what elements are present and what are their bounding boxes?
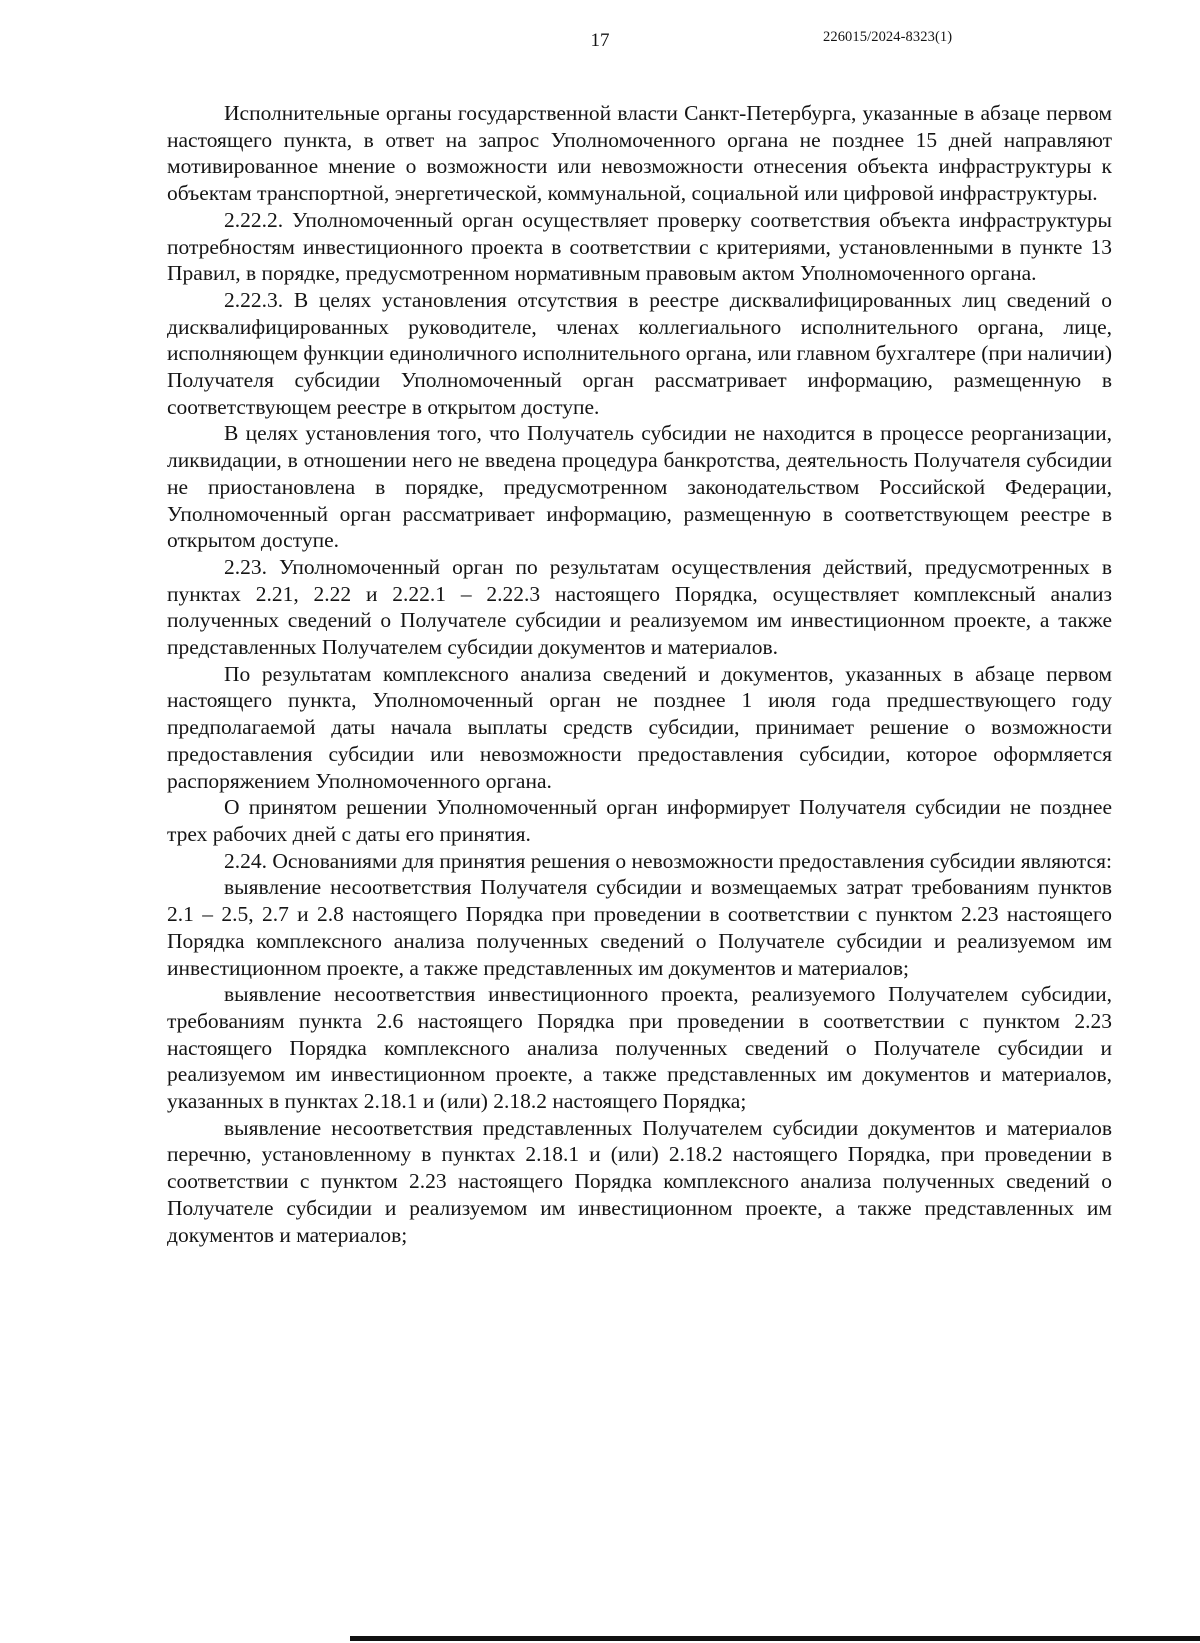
paragraph-2-22-2: 2.22.2. Уполномоченный орган осуществляет проверку соответствия объекта инфраструктуры потребностям инвестиционного проекта в соответствии с критериями, установленными в пункте 13 Правил, в порядке, предусмотренном нормативным правовым актом Уполномоченного органа. — [167, 207, 1112, 286]
scan-bottom-edge — [322, 1636, 1200, 1641]
document-body — [167, 100, 1112, 1248]
paragraph-2-24: 2.24. Основаниями для принятия решения о невозможности предоставления субсидии являются: — [224, 848, 1112, 873]
paragraph-analysis-results: По результатам комплексного анализа сведений и документов, указанных в абзаце первом настоящего пункта, Уполномоченный орган не позднее 1 июля года предшествующего году предполагаемой даты начала выплаты средств субсидии, принимает решение о возможности предоставления субсидии или невозможности предоставления субсидии, которое оформляется распоряжением Уполномоченного органа. — [167, 661, 1112, 793]
scan-bottom-edge-gap — [322, 1636, 350, 1641]
list-item-documents-mismatch: выявление несоответствия представленных Получателем субсидии документов и материалов перечню, установленному в пунктах 2.18.1 и (или) 2.18.2 настоящего Порядка, при проведении в соответствии с пунктом 2.23 настоящего Порядка комплексного анализа полученных сведений о Получателе субсидии и реализуемом им инвестиционном проекте, а также представленных им документов и материалов; — [167, 1115, 1112, 1247]
paragraph-reorganization-check: В целях установления того, что Получатель субсидии не находится в процессе реорганизации, ликвидации, в отношении него не введена процедура банкротства, деятельность Получателя субсидии не приостановлена в порядке, предусмотренном законодательством Российской Федерации, Уполномоченный орган рассматривает информацию, размещенную в соответствующем реестре в открытом доступе. — [167, 421, 1112, 553]
page-number: 17 — [590, 30, 610, 51]
paragraph-2-23: 2.23. Уполномоченный орган по результатам осуществления действий, предусмотренных в пунктах 2.21, 2.22 и 2.22.1 – 2.22.3 настоящего Порядка, осуществляет комплексный анализ полученных сведений о Получателе субсидии и реализуемом им инвестиционном проекте, а также представленных Получателем субсидии документов и материалов. — [167, 554, 1112, 660]
list-item-project-mismatch: выявление несоответствия инвестиционного проекта, реализуемого Получателем субсидии, требованиям пункта 2.6 настоящего Порядка при проведении в соответствии с пунктом 2.23 настоящего Порядка комплексного анализа полученных сведений о Получателе субсидии и реализуемом им инвестиционном проекте, а также представленных им документов и материалов, указанных в пунктах 2.18.1 и (или) 2.18.2 настоящего Порядка; — [167, 982, 1112, 1114]
paragraph-2-22-3: 2.22.3. В целях установления отсутствия в реестре дисквалифицированных лиц сведений о дисквалифицированных руководителе, членах коллегиального исполнительного органа, лице, исполняющем функции единоличного исполнительного органа, или главном бухгалтере (при наличии) Получателя субсидии Уполномоченный орган рассматривает информацию, размещенную в соответствующем реестре в открытом доступе. — [167, 287, 1112, 419]
paragraph-decision-notification: О принятом решении Уполномоченный орган информирует Получателя субсидии не позднее трех рабочих дней с даты его принятия. — [167, 795, 1112, 846]
document-registration-number: 226015/2024-8323(1) — [823, 29, 953, 45]
list-item-recipient-mismatch: выявление несоответствия Получателя субсидии и возмещаемых затрат требованиям пунктов 2.1 – 2.5, 2.7 и 2.8 настоящего Порядка при проведении в соответствии с пунктом 2.23 настоящего Порядка комплексного анализа полученных сведений о Получателе субсидии и реализуемом им инвестиционном проекте, а также представленных им документов и материалов; — [167, 875, 1112, 980]
paragraph-executive-bodies-opinion: Исполнительные органы государственной власти Санкт-Петербурга, указанные в абзаце первом настоящего пункта, в ответ на запрос Уполномоченного органа не позднее 15 дней направляют мотивированное мнение о возможности или невозможности отнесения объекта инфраструктуры к объектам транспортной, энергетической, коммунальной, социальной или цифровой инфраструктуры. — [167, 101, 1112, 206]
